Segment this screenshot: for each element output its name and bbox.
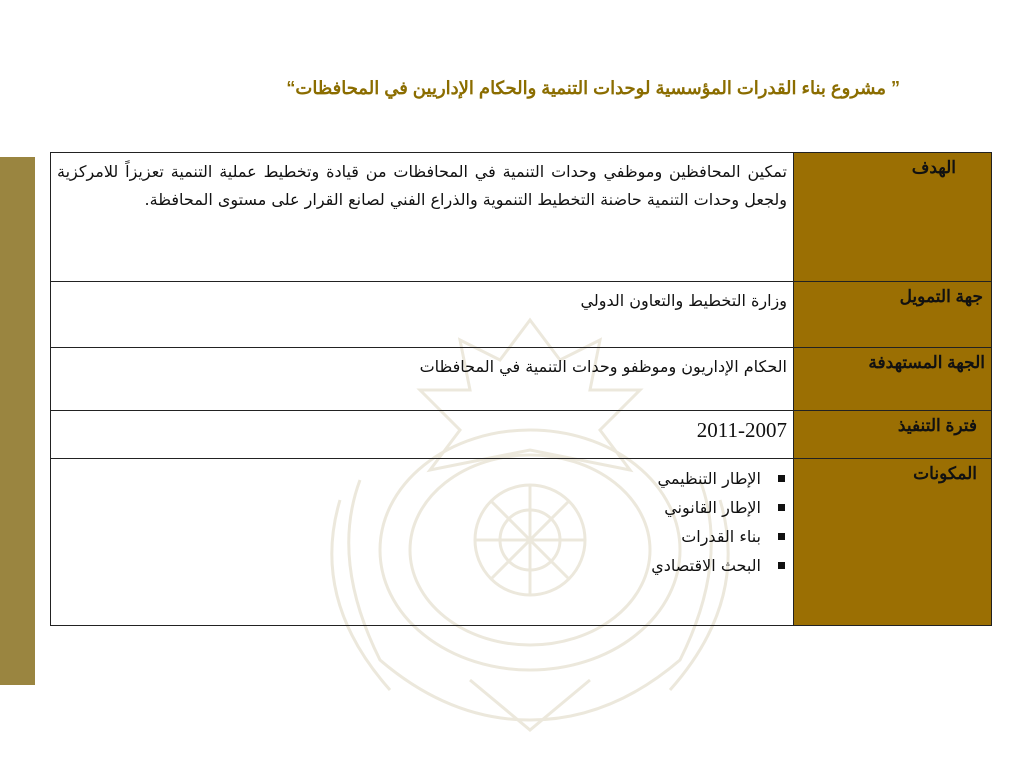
- list-item: [57, 493, 787, 522]
- square-bullet-icon: [778, 504, 785, 511]
- period-value: 2011-2007: [696, 418, 787, 442]
- table-row-objective: [51, 153, 992, 282]
- left-accent-bar: [0, 157, 35, 685]
- table-row-funding: [51, 282, 992, 348]
- component-text: الإطار القانوني: [664, 497, 761, 517]
- table-row-components: [51, 459, 992, 626]
- period-label: فترة التنفيذ: [794, 411, 992, 459]
- list-item: [57, 522, 787, 551]
- component-text: الإطار التنظيمي: [657, 468, 761, 488]
- list-item: [57, 464, 787, 493]
- target-label: الجهة المستهدفة: [794, 348, 992, 411]
- table-row-target: [51, 348, 992, 411]
- components-cell: [51, 459, 794, 626]
- components-list: [57, 464, 787, 580]
- component-text: بناء القدرات: [681, 526, 761, 546]
- funding-label: جهة التمويل: [794, 282, 992, 348]
- components-label: المكونات: [794, 459, 992, 626]
- square-bullet-icon: [778, 475, 785, 482]
- project-info-table: [50, 152, 992, 626]
- table-row-period: [51, 411, 992, 459]
- objective-label: الهدف: [794, 153, 992, 282]
- period-cell: [51, 411, 794, 459]
- slide-title: ” مشروع بناء القدرات المؤسسية لوحدات التنمية والحكام الإداريين في المحافظات“: [286, 78, 900, 98]
- list-item: [57, 551, 787, 580]
- square-bullet-icon: [778, 562, 785, 569]
- target-value: الحكام الإداريون وموظفو وحدات التنمية في المحافظات: [51, 348, 794, 411]
- funding-value: وزارة التخطيط والتعاون الدولي: [51, 282, 794, 348]
- component-text: البحث الاقتصادي: [651, 555, 761, 575]
- objective-value: تمكين المحافظين وموظفي وحدات التنمية في المحافظات من قيادة وتخطيط عملية التنمية تعزيزاً للامركزية ولجعل وحدات التنمية حاضنة التخطيط التنموية والذراع الفني لصانع القرار على مستوى المحافظة.: [51, 153, 794, 282]
- square-bullet-icon: [778, 533, 785, 540]
